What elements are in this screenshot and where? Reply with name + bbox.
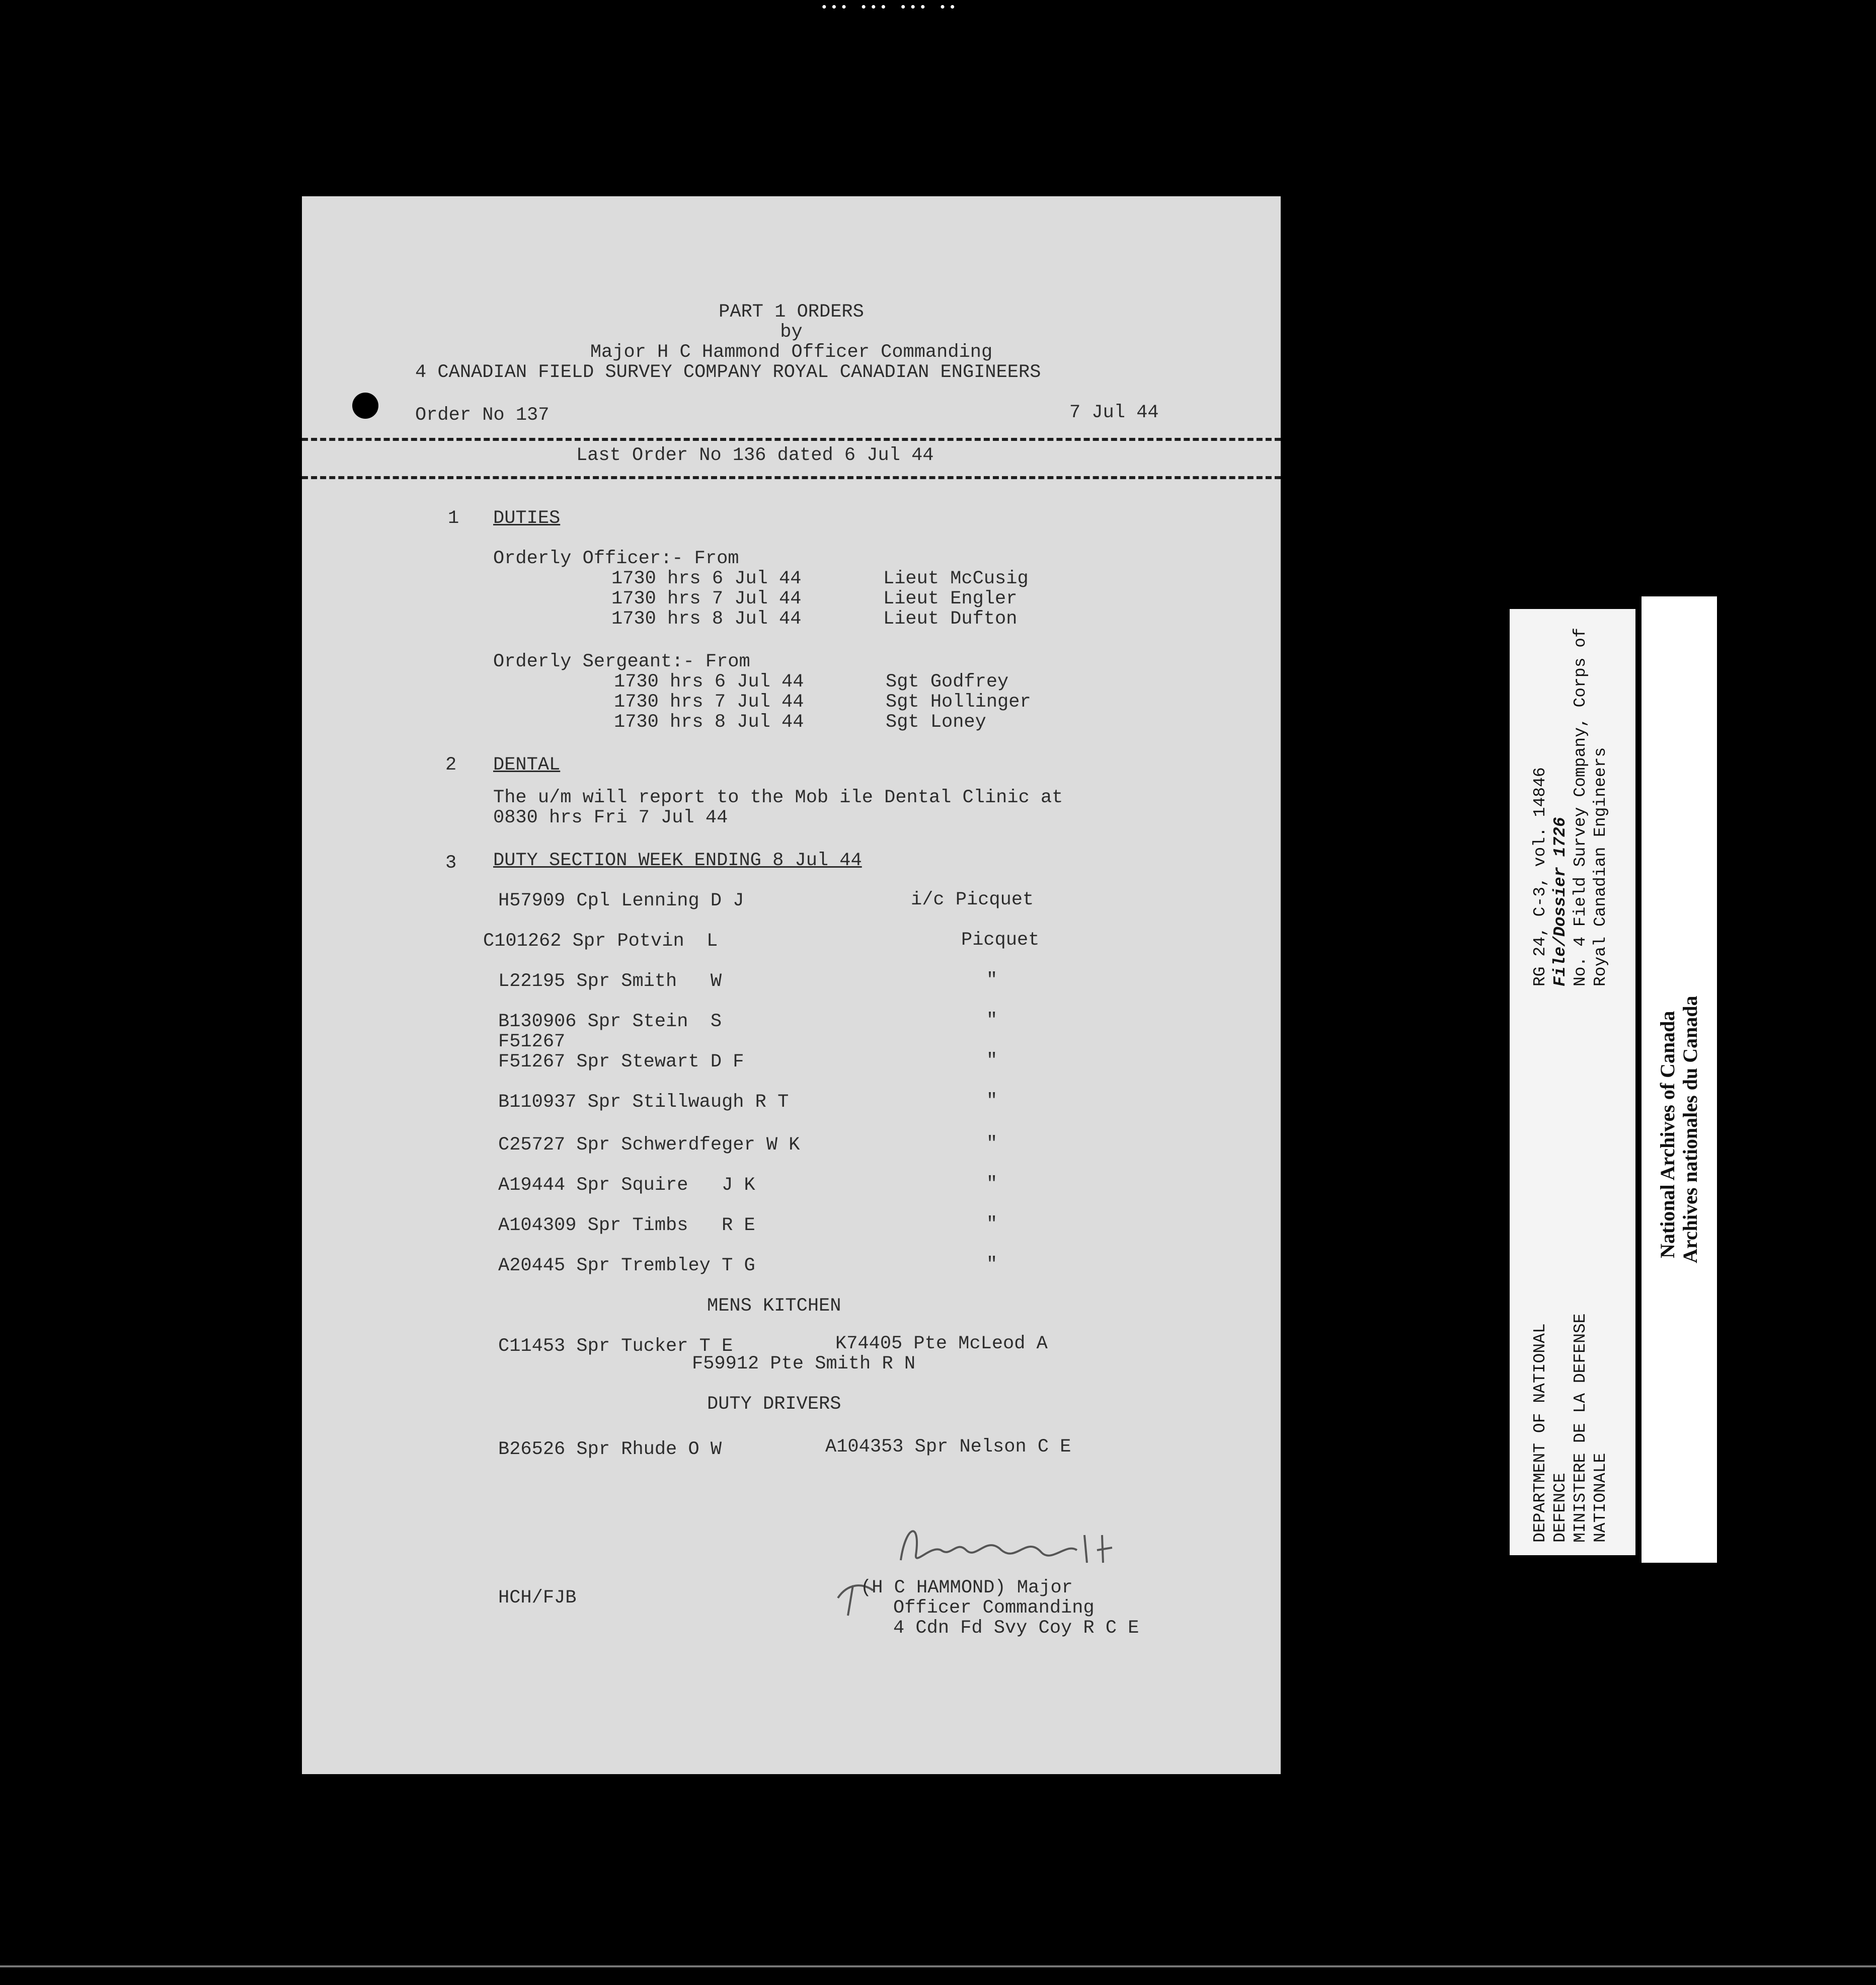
sergeant-name-3: Sgt Loney	[886, 712, 986, 733]
archive-dept-line-2: DEFENCE	[1551, 1473, 1570, 1543]
order-number: Order No 137	[415, 405, 550, 426]
archive-ref-line-2: File/Dossier 1726	[1551, 817, 1570, 986]
driver-entry-1: B26526 Spr Rhude O W	[498, 1439, 722, 1460]
doc-title: PART 1 ORDERS	[719, 301, 864, 323]
section2-heading: DENTAL	[493, 754, 561, 776]
officer-time-1: 1730 hrs 6 Jul 44	[611, 568, 802, 589]
driver-entry-2: A104353 Spr Nelson C E	[825, 1436, 1071, 1458]
archive-ref-line-1: RG 24, C-3, vol. 14846	[1531, 767, 1549, 986]
orderly-officer-label: Orderly Officer:- From	[493, 548, 739, 569]
duty-row-entry-6: B110937 Spr Stillwaugh R T	[498, 1092, 789, 1113]
duty-row-role-10: "	[986, 1254, 998, 1275]
divider-bottom	[302, 476, 1281, 479]
duty-row-role-4: "	[986, 1010, 998, 1031]
duty-row-entry-10: A20445 Spr Trembley T G	[498, 1255, 755, 1276]
section3-number: 3	[445, 853, 457, 874]
sergeant-time-2: 1730 hrs 7 Jul 44	[614, 692, 804, 713]
duty-row-entry-1: H57909 Cpl Lenning D J	[498, 890, 744, 911]
duty-row-role-2: Picquet	[961, 930, 1040, 951]
doc-by: by	[780, 322, 803, 343]
order-date: 7 Jul 44	[1069, 402, 1159, 423]
divider-top	[302, 438, 1281, 441]
duty-row-entry-7: C25727 Spr Schwerdfeger W K	[498, 1134, 800, 1156]
archive-ref-line-3: No. 4 Field Survey Company, Corps of	[1571, 628, 1590, 986]
duty-drivers-heading: DUTY DRIVERS	[707, 1394, 841, 1415]
dental-line-2: 0830 hrs Fri 7 Jul 44	[493, 807, 728, 828]
duty-row-above-5: F51267	[498, 1031, 566, 1052]
handwritten-signature	[886, 1515, 1137, 1580]
officer-time-3: 1730 hrs 8 Jul 44	[611, 608, 802, 630]
duty-row-entry-3: L22195 Spr Smith W	[498, 971, 722, 992]
dental-line-1: The u/m will report to the Mob ile Dental Clinic at	[493, 787, 1063, 808]
last-order: Last Order No 136 dated 6 Jul 44	[576, 445, 934, 466]
doc-officer: Major H C Hammond Officer Commanding	[590, 342, 993, 363]
punch-hole	[352, 393, 378, 419]
sergeant-name-2: Sgt Hollinger	[886, 692, 1031, 713]
duty-row-entry-4: B130906 Spr Stein S	[498, 1011, 722, 1032]
mens-kitchen-heading: MENS KITCHEN	[707, 1295, 841, 1317]
officer-time-2: 1730 hrs 7 Jul 44	[611, 588, 802, 609]
doc-unit: 4 CANADIAN FIELD SURVEY COMPANY ROYAL CANADIAN ENGINEERS	[415, 362, 1041, 383]
officer-name-2: Lieut Engler	[883, 588, 1018, 609]
duty-row-role-9: "	[986, 1214, 998, 1235]
orderly-sergeant-label: Orderly Sergeant:- From	[493, 651, 750, 672]
section3-heading: DUTY SECTION WEEK ENDING 8 Jul 44	[493, 850, 862, 871]
sergeant-time-3: 1730 hrs 8 Jul 44	[614, 712, 804, 733]
kitchen-entry-2: K74405 Pte McLeod A	[835, 1333, 1048, 1354]
section1-heading: DUTIES	[493, 508, 561, 529]
duty-row-role-8: "	[986, 1174, 998, 1195]
duty-row-entry-8: A19444 Spr Squire J K	[498, 1175, 755, 1196]
signatory-name: (H C HAMMOND) Major	[861, 1577, 1073, 1598]
archive-dept-line-3: MINISTERE DE LA DEFENSE	[1571, 1313, 1590, 1543]
archive-ref-line-4: Royal Canadian Engineers	[1591, 747, 1610, 986]
duty-row-entry-5: F51267 Spr Stewart D F	[498, 1051, 744, 1073]
duty-row-entry-9: A104309 Spr Timbs R E	[498, 1215, 755, 1236]
officer-name-1: Lieut McCusig	[883, 568, 1029, 589]
sergeant-time-1: 1730 hrs 6 Jul 44	[614, 671, 804, 693]
sergeant-name-1: Sgt Godfrey	[886, 671, 1009, 693]
institution-name-fr: Archives nationales du Canada	[1679, 996, 1701, 1263]
duty-row-role-7: "	[986, 1133, 998, 1155]
section1-number: 1	[448, 508, 459, 529]
document-page	[302, 196, 1281, 1774]
kitchen-entry-1: C11453 Spr Tucker T E	[498, 1336, 733, 1357]
duty-row-role-6: "	[986, 1091, 998, 1112]
duty-row-role-1: i/c Picquet	[911, 889, 1034, 910]
officer-name-3: Lieut Dufton	[883, 608, 1018, 630]
initials: HCH/FJB	[498, 1587, 577, 1609]
duty-row-role-3: "	[986, 970, 998, 991]
duty-row-entry-2: C101262 Spr Potvin L	[483, 931, 718, 952]
kitchen-entry-3: F59912 Pte Smith R N	[692, 1353, 916, 1375]
archive-dept-line-4: NATIONALE	[1591, 1453, 1610, 1543]
institution-name-en: National Archives of Canada	[1656, 1011, 1679, 1258]
archive-dept-line-1: DEPARTMENT OF NATIONAL	[1531, 1323, 1549, 1543]
film-edge-marks: ••• ••• ••• ••	[820, 0, 959, 15]
signatory-unit: 4 Cdn Fd Svy Coy R C E	[893, 1618, 1139, 1639]
signatory-title: Officer Commanding	[893, 1597, 1095, 1619]
film-bottom-edge	[0, 1965, 1876, 1967]
section2-number: 2	[445, 754, 457, 776]
duty-row-role-5: "	[986, 1050, 998, 1072]
